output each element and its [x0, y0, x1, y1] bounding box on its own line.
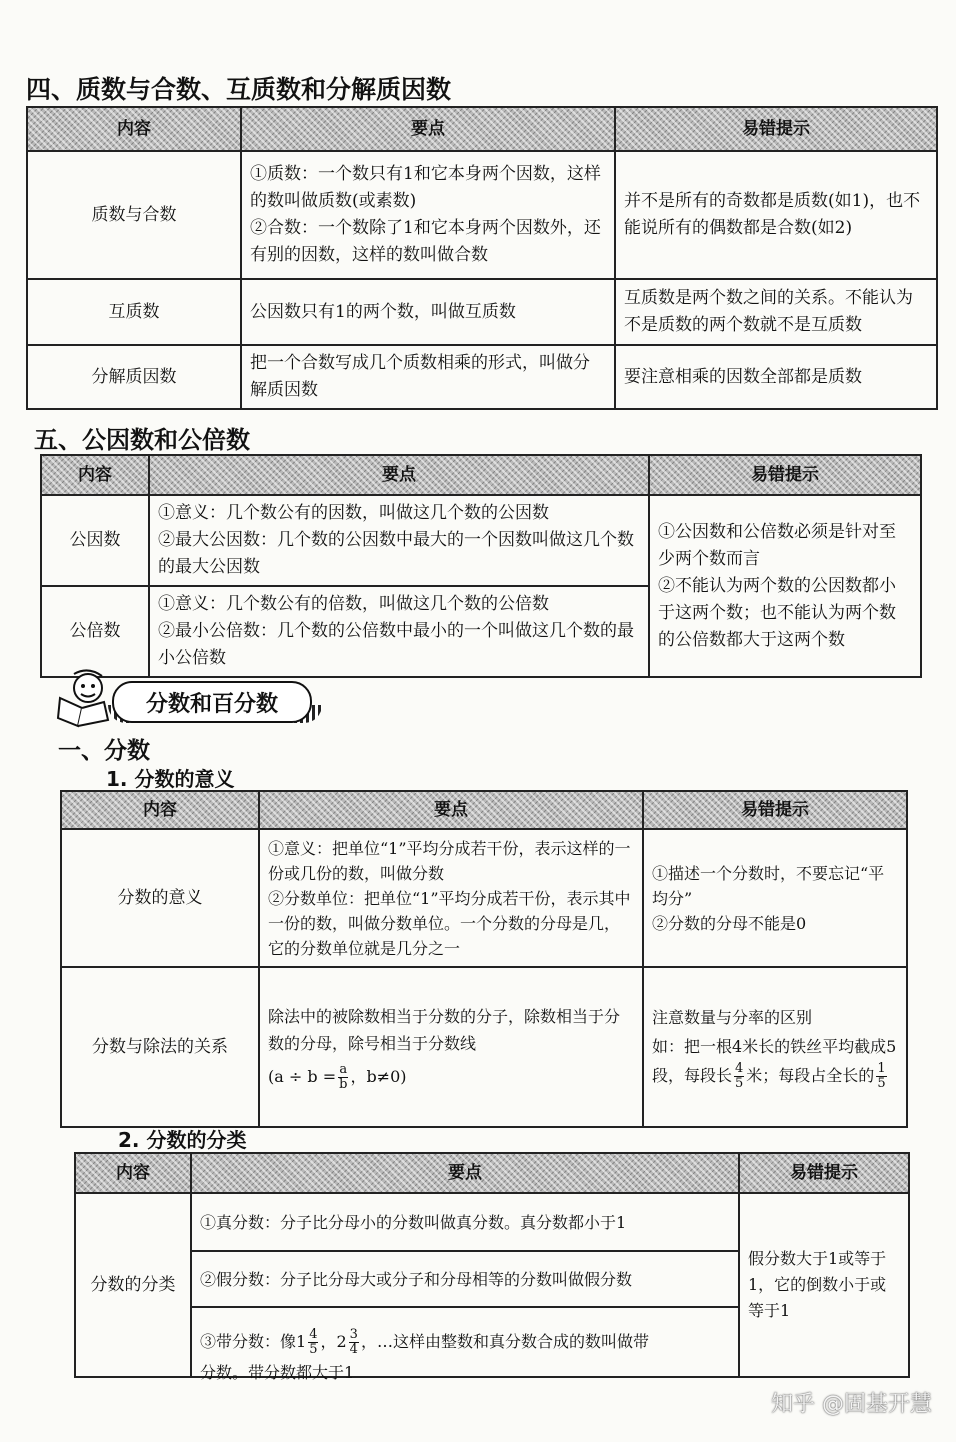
fraction-numerator: 3 [349, 1327, 358, 1342]
tip-line: ②分数的分母不能是0 [652, 913, 807, 933]
point-line: ①意义：把单位“1”平均分成若干份，表示这样的一份或几份的数，叫做分数 [268, 838, 631, 883]
point-line: ②最小公倍数：几个数的公倍数中最小的一个叫做这几个数的最小公倍数 [158, 621, 634, 668]
header-keypoints: 要点 [241, 107, 615, 151]
table-row-content: 公因数 [41, 495, 149, 586]
section-4-heading: 四、质数与合数、互质数和分解质因数 [26, 75, 452, 104]
header-tips: 易错提示 [649, 455, 921, 495]
table-row-tips: 假分数大于1或等于1，它的倒数小于或等于1 [739, 1193, 909, 1377]
formula [268, 1063, 634, 1092]
table-row-points: 把一个合数写成几个质数相乘的形式，叫做分解质因数 [241, 345, 615, 409]
point-line: ②分数单位：把单位“1”平均分成若干份，表示其中一份的数，叫做分数单位。一个分数的分母是几，它的分数单位就是几分之一 [268, 888, 631, 958]
section-5-heading: 五、公因数和公倍数 [34, 426, 250, 454]
mixed-fraction [308, 1328, 318, 1357]
formula-expr: a ÷ b = [274, 1066, 337, 1086]
tip-fraction [734, 1062, 744, 1091]
table-row-points [241, 151, 615, 279]
fraction-denominator: 5 [877, 1076, 886, 1091]
tip-line: ②不能认为两个数的公因数都小于这两个数；也不能认为两个数的公倍数都大于这两个数 [658, 575, 896, 650]
header-content: 内容 [27, 107, 241, 151]
table-row-content: 分数的意义 [61, 829, 259, 967]
tip-example-text: 米；每段占全长的 [746, 1066, 875, 1085]
fraction-numerator: 4 [735, 1061, 744, 1076]
tip-example-text: 如：把一根4米长的铁丝平均截成5段，每段长 [652, 1037, 897, 1085]
table-fraction-meaning [60, 790, 908, 1128]
table-row-tips [643, 829, 907, 967]
cartoon-reader-icon [52, 668, 118, 730]
table-row-points [149, 495, 649, 586]
formula-condition: ，b≠0 [350, 1066, 401, 1086]
mixed-fraction [349, 1328, 359, 1357]
header-keypoints: 要点 [191, 1153, 739, 1193]
table-fraction-classification [74, 1152, 910, 1378]
fraction-denominator: 4 [349, 1342, 358, 1357]
fraction-numerator: a [339, 1061, 348, 1077]
header-keypoints: 要点 [259, 791, 643, 829]
point-line: ②最大公因数：几个数的公因数中最大的一个因数叫做这几个数的最大公因数 [158, 530, 634, 577]
topic-1-heading: 1. 分数的意义 [106, 767, 235, 791]
header-content: 内容 [41, 455, 149, 495]
point-line: ①意义：几个数公有的因数，叫做这几个数的公因数 [158, 503, 549, 523]
table-row-points: ①真分数：分子比分母小的分数叫做真分数。真分数都小于1 [191, 1193, 739, 1251]
header-content: 内容 [61, 791, 259, 829]
table-row-tips: 并不是所有的奇数都是质数(如1)，也不能说所有的偶数都是合数(如2) [615, 151, 937, 279]
fraction-denominator: b [339, 1076, 348, 1092]
table-row-content: 公倍数 [41, 586, 149, 677]
table-row-tips: 要注意相乘的因数全部都是质数 [615, 345, 937, 409]
tip-fraction [876, 1062, 886, 1091]
tip-line: ①描述一个分数时，不要忘记“平均分” [652, 863, 885, 908]
header-tips: 易错提示 [615, 107, 937, 151]
fraction-denominator: 5 [309, 1342, 318, 1357]
table-row-points [149, 586, 649, 677]
table-common-factor-multiple [40, 454, 922, 678]
header-content: 内容 [75, 1153, 191, 1193]
table-row-tips [643, 967, 907, 1127]
chapter-banner: 分数和百分数 [112, 681, 312, 723]
point-text: ，…这样由整数和真分数合成的数叫做带 [360, 1332, 649, 1351]
formula-open: ( [268, 1066, 275, 1086]
point-line: 除法中的被除数相当于分数的分子，除数相当于分数的分母，除号相当于分数线 [268, 1006, 621, 1053]
table-row-points [259, 829, 643, 967]
table-row-points: 公因数只有1的两个数，叫做互质数 [241, 279, 615, 345]
watermark: 知乎 @固基开慧 [771, 1392, 932, 1417]
fraction-numerator: 1 [877, 1061, 886, 1076]
point-text: ，2 [320, 1332, 347, 1351]
tip-line: 注意数量与分率的区别 [652, 1008, 813, 1027]
header-tips: 易错提示 [739, 1153, 909, 1193]
fraction-denominator: 5 [735, 1076, 744, 1091]
table-row-content: 质数与合数 [27, 151, 241, 279]
table-row-content: 互质数 [27, 279, 241, 345]
point-line: ①意义：几个数公有的倍数，叫做这几个数的公倍数 [158, 594, 549, 614]
table-row-points: ②假分数：分子比分母大或分子和分母相等的分数叫做假分数 [191, 1251, 739, 1307]
table-row-points [259, 967, 643, 1127]
table-row-content: 分解质因数 [27, 345, 241, 409]
table-tips [649, 495, 921, 677]
table-row-content: 分数的分类 [75, 1193, 191, 1377]
table-row-tips: 互质数是两个数之间的关系。不能认为不是质数的两个数就不是互质数 [615, 279, 937, 345]
point-line: ②合数：一个数除了1和它本身两个因数外，还有别的因数，这样的数叫做合数 [250, 218, 601, 265]
point-text-continued: 分数。带分数都大于1 [200, 1363, 355, 1382]
fraction-numerator: 4 [309, 1327, 318, 1342]
header-tips: 易错提示 [643, 791, 907, 829]
formula-close: ) [400, 1066, 407, 1086]
header-keypoints: 要点 [149, 455, 649, 495]
point-line: ①质数：一个数只有1和它本身两个因数，这样的数叫做质数(或素数) [250, 164, 601, 211]
formula-fraction [338, 1063, 348, 1092]
point-text: ③带分数：像1 [200, 1332, 307, 1351]
table-row-content: 分数与除法的关系 [61, 967, 259, 1127]
tip-line: ①公因数和公倍数必须是针对至少两个数而言 [658, 521, 896, 569]
topic-2-heading: 2. 分数的分类 [118, 1128, 247, 1152]
table-prime-composite [26, 106, 938, 410]
subsection-fraction-heading: 一、分数 [58, 738, 150, 764]
